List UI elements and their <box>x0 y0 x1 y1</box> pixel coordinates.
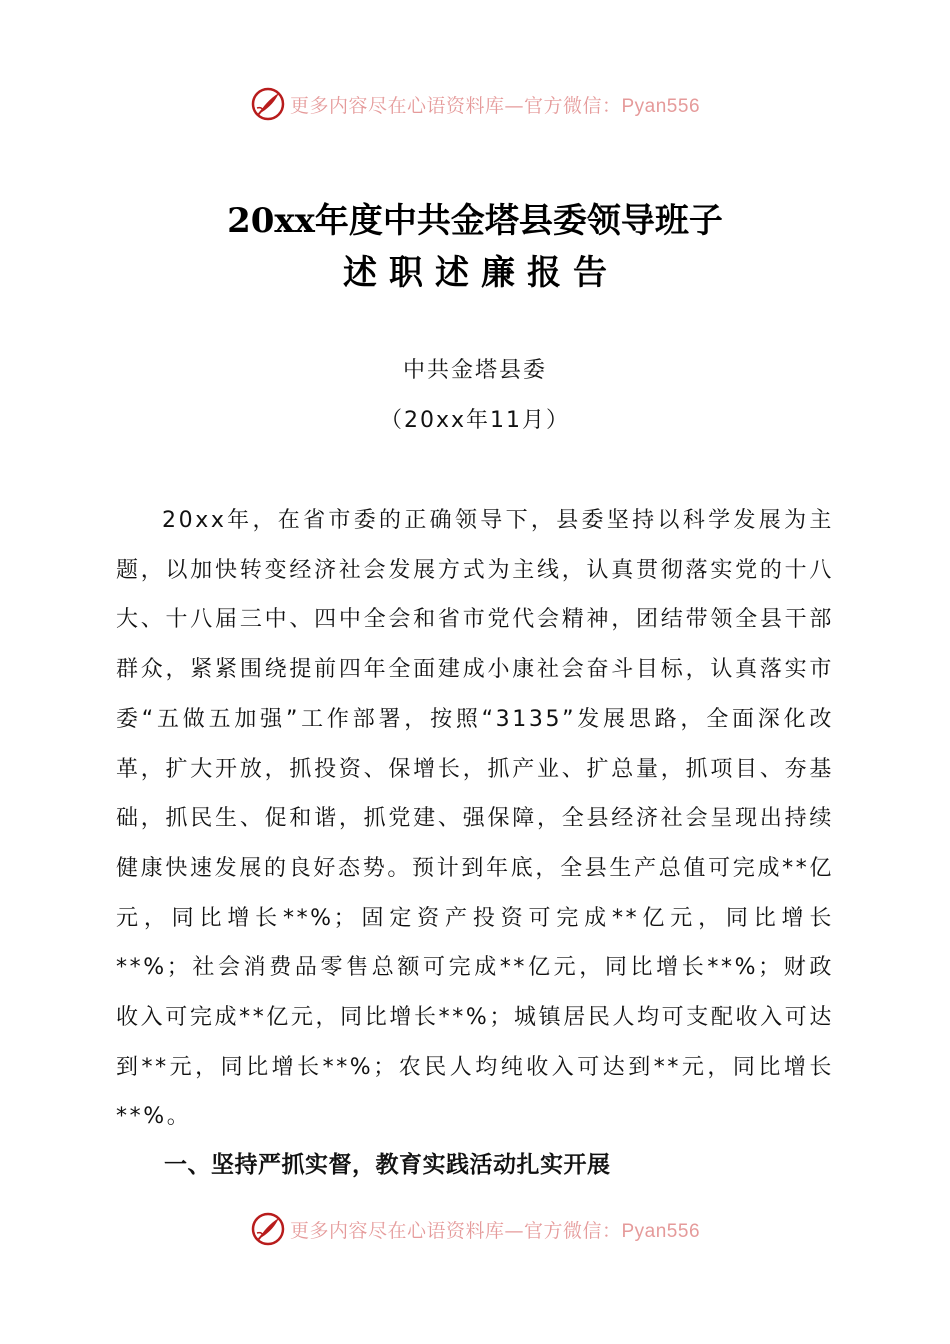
watermark-banner-bottom <box>0 1207 950 1251</box>
watermark-text: 更多内容尽在心语资料库—官方微信：Pyan556 <box>289 94 701 117</box>
watermark-text: 更多内容尽在心语资料库—官方微信：Pyan556 <box>289 1219 701 1242</box>
document-title-line1: 20xx年度中共金塔县委领导班子 <box>227 201 723 241</box>
document-date: （20xx年11月） <box>379 408 571 433</box>
wechat-id: Pyan556 <box>621 95 701 117</box>
document-author: 中共金塔县委 <box>402 358 547 383</box>
quill-logo-icon <box>250 1211 286 1247</box>
document-title-line2: 述职述廉报告 <box>343 253 619 293</box>
quill-logo-icon <box>250 86 286 122</box>
wechat-id: Pyan556 <box>621 1220 701 1242</box>
watermark-banner-top <box>0 82 950 126</box>
section-heading: 一、坚持严抓实督，教育实践活动扎实开展 <box>164 1152 611 1178</box>
body-paragraph: 20xx年，在省市委的正确领导下，县委坚持以科学发展为主题，以加快转变经济社会发展方式为主线，认真贯彻落实党的十八大、十八届三中、四中全会和省市党代会精神，团结带领全县干部群众，紧紧围绕提前四年全面建成小康社会奋斗目标，认真落实市委“五做五加强”工作部署，按照“3135”发展思路，全面深化改革，扩大开放，抓投资、保增长，抓产业、扩总量，抓项目、夯基础，抓民生、促和谐，抓党建、强保障，全县经济社会呈现出持续健康快速发展的良好态势。预计到年底，全县生产总值可完成**亿元，同比增长**%；固定资产投资可完成**亿元，同比增长**%；社会消费品零售总额可完成**亿元，同比增长**%；财政收入可完成**亿元，同比增长**%；城镇居民人均可支配收入可达到**元，同比增长**%；农民人均纯收入可达到**元，同比增长**%。 <box>116 508 834 1130</box>
